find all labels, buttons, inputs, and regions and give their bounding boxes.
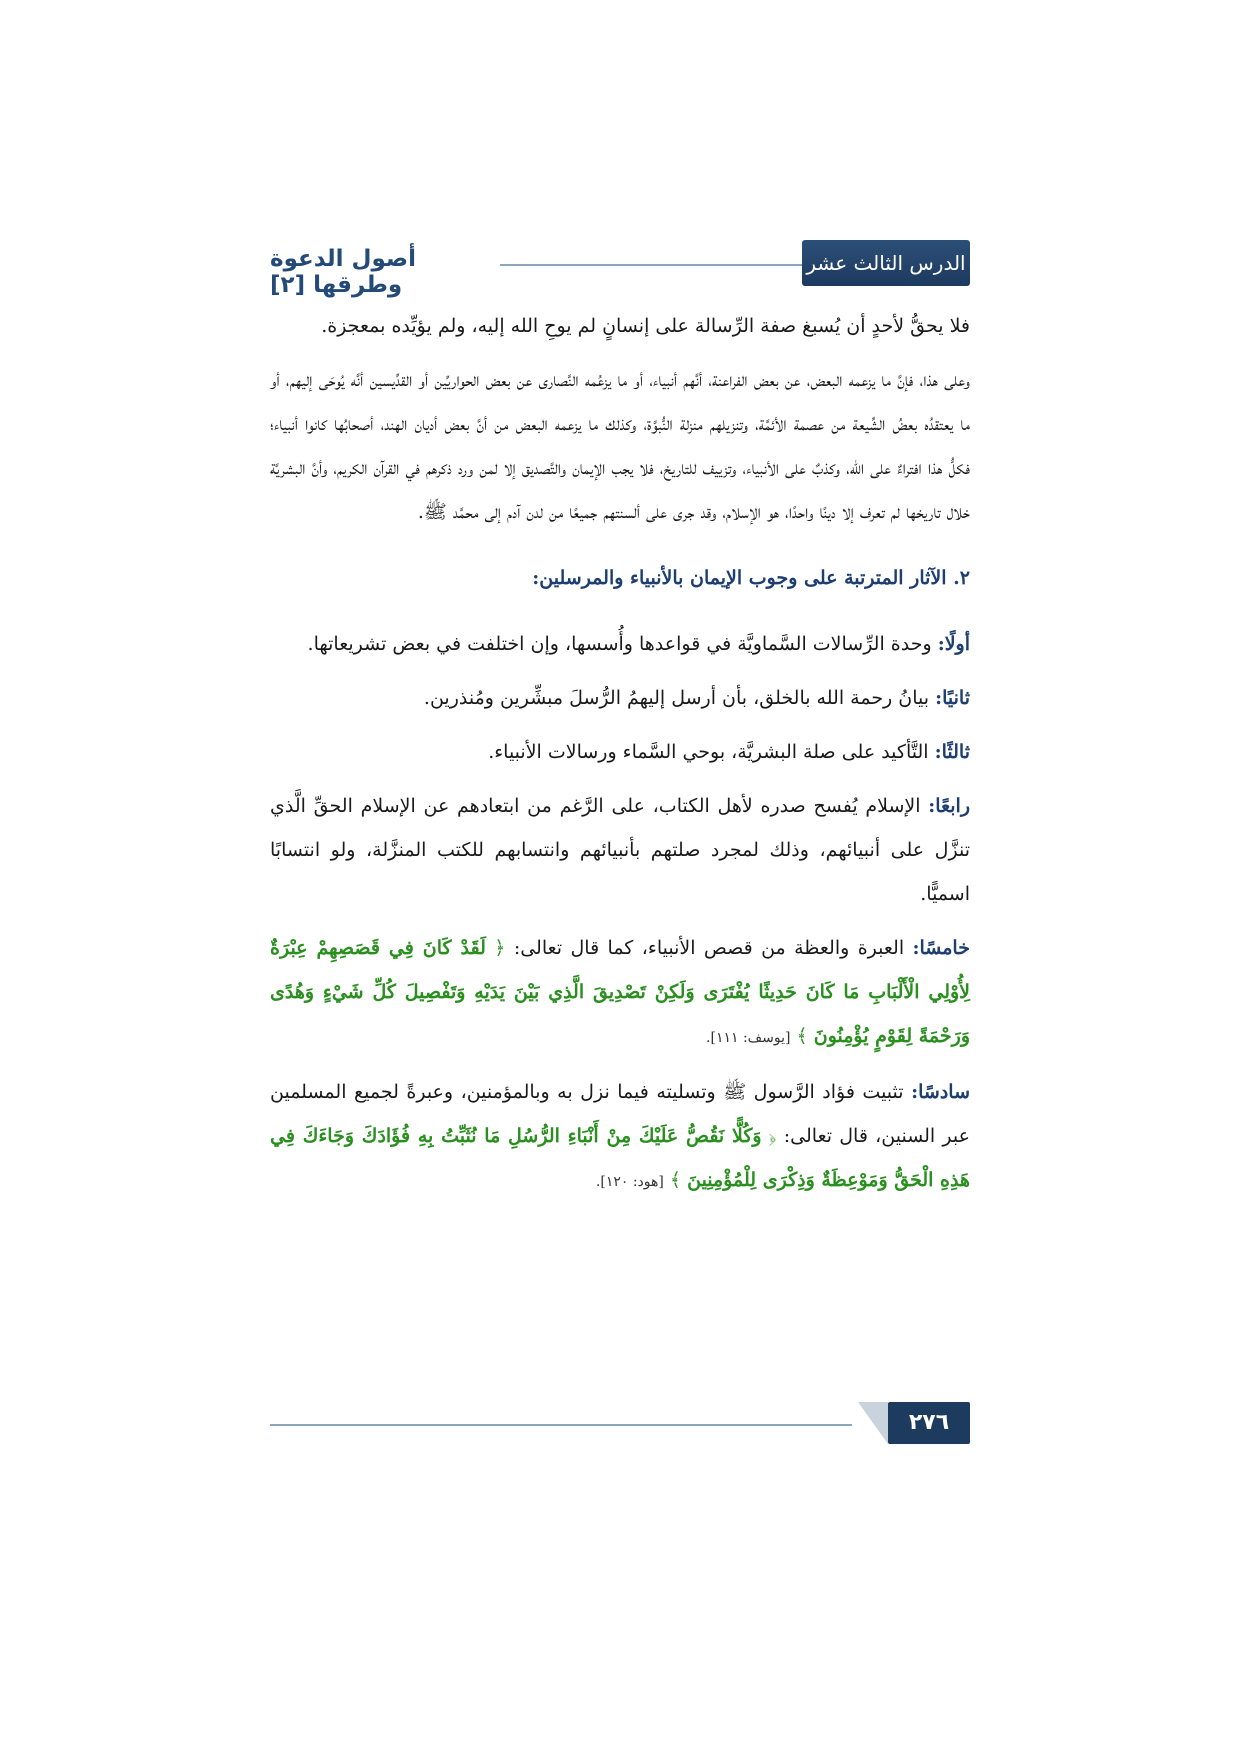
item-label: أولًا:: [937, 633, 970, 655]
item-text: التَّأكيد على صلة البشريَّة، بوحي السَّماء ورسالات الأنبياء.: [488, 741, 929, 763]
verse-reference: [هود: ١٢٠].: [595, 1174, 664, 1190]
item-label: سادسًا:: [911, 1081, 970, 1103]
document-page: [270, 240, 970, 1540]
item-label: ثالثًا:: [934, 741, 970, 763]
footer-divider: [270, 1424, 852, 1426]
page-content: [270, 304, 970, 1214]
lesson-label: الدرس الثالث عشر: [802, 240, 970, 286]
section-title: ٢. الآثار المترتبة على وجوب الإيمان بالأنبياء والمرسلين:: [532, 567, 970, 589]
list-item-5: [270, 926, 970, 1060]
list-item-3: [270, 730, 970, 774]
page-number: ٢٧٦: [888, 1402, 970, 1444]
list-item-2: [270, 676, 970, 720]
page-footer: [270, 1400, 970, 1450]
list-item-1: [270, 622, 970, 666]
item-text: الإسلام يُفسح صدره لأهل الكتاب، على الرَّغم من ابتعادهم عن الإسلام الحقِّ الَّذي تنزَّل على أنبيائهم، وذلك لمجرد صلتهم بأنبيائهم وانتسابهم للكتب المنزَّلة، ولو انتسابًا اسميًّا.: [270, 795, 970, 905]
item-text: بيانُ رحمة الله بالخلق، بأن أرسل إليهمُ الرُّسلَ مبشِّرين ومُنذرين.: [423, 687, 930, 709]
item-text: العبرة والعظة من قصص الأنبياء، كما قال تعالى:: [513, 937, 905, 959]
quran-close-bracket: ﴾: [796, 1025, 808, 1047]
quran-verse: وَكُلًّا نَقُصُّ عَلَيْكَ مِنْ أَنْبَاءِ الرُّسُلِ مَا نُثَبِّتُ بِهِ فُؤَادَكَ وَجَاءَكَ فِي هَذِهِ الْحَقُّ وَمَوْعِظَةٌ وَذِكْرَى لِلْمُؤْمِنِينَ: [270, 1125, 970, 1191]
verse-reference: [يوسف: ١١١].: [706, 1030, 791, 1046]
item-label: ثانيًا:: [935, 687, 970, 709]
paragraph-1: فلا يحقُّ لأحدٍ أن يُسبغ صفة الرِّسالة على إنسانٍ لم يوحِ الله إليه، ولم يؤيِّده بمعجزة.: [321, 315, 970, 337]
item-label: خامسًا:: [912, 937, 970, 959]
item-label: رابعًا:: [928, 795, 971, 817]
page-header: [270, 240, 970, 298]
book-title: أصول الدعوة وطرقها [٢]: [270, 246, 417, 298]
header-divider: [500, 264, 802, 266]
quran-verse: لَقَدْ كَانَ فِي قَصَصِهِمْ عِبْرَةٌ لِأُوْلِي الْأَلْبَابِ مَا كَانَ حَدِيثًا يُفْتَرَى وَلَكِنْ تَصْدِيقَ الَّذِي بَيْنَ يَدَيْهِ وَتَفْصِيلَ كُلِّ شَيْءٍ وَهُدًى وَرَحْمَةً لِقَوْمٍ يُؤْمِنُونَ: [270, 937, 970, 1047]
item-text: تثبيت فؤاد الرَّسول ﷺ وتسليته فيما نزل به وبالمؤمنين، وعبرةً لجميع المسلمين عبر السنين، قال تعالى:: [270, 1081, 970, 1147]
quran-close-bracket: ﴾: [669, 1169, 682, 1191]
quran-open-bracket: ﴿: [494, 937, 506, 959]
page-number-tab: [858, 1402, 888, 1444]
paragraph-2: وعلى هذا، فإنَّ ما يزعمه البعض، عن بعض الفراعنة، أنَّهم أنبياء، أو ما يزعُمه النَّصارى عن بعض الحواريِّين أو القدِّيسين أنَّه يُوحَى إليهم، أو ما يعتقدُه بعضُ الشِّيعة من عصمة الأئمَّة، وتنزيلهم منزلة النُّبوَّة، وكذلك ما يزعمه البعض من أنَّ بعض أديان الهند، أصحابُها كانوا أنبياء؛ فكلُّ هذا افتراءٌ على الله، وكذبٌ على الأنبياء، وتزييف للتاريخ، فلا يجب الإيمان والتَّصديق إلا لمن ورد ذكرهم في القرآن الكريم، وأنَّ البشريَّة خلال تاريخها لم تعرف إلا دينًا واحدًا، هو الإسلام، وقد جرى على ألسنتهم جميعًا من لدن آدم إلى محمَّد ﷺ.: [270, 369, 970, 523]
item-text: وحدة الرِّسالات السَّماويَّة في قواعدها وأُسسها، وإن اختلفت في بعض تشريعاتها.: [307, 633, 932, 655]
quran-open-bracket: ﴿: [768, 1125, 777, 1147]
list-item-6: [270, 1070, 970, 1204]
list-item-4: [270, 784, 970, 916]
